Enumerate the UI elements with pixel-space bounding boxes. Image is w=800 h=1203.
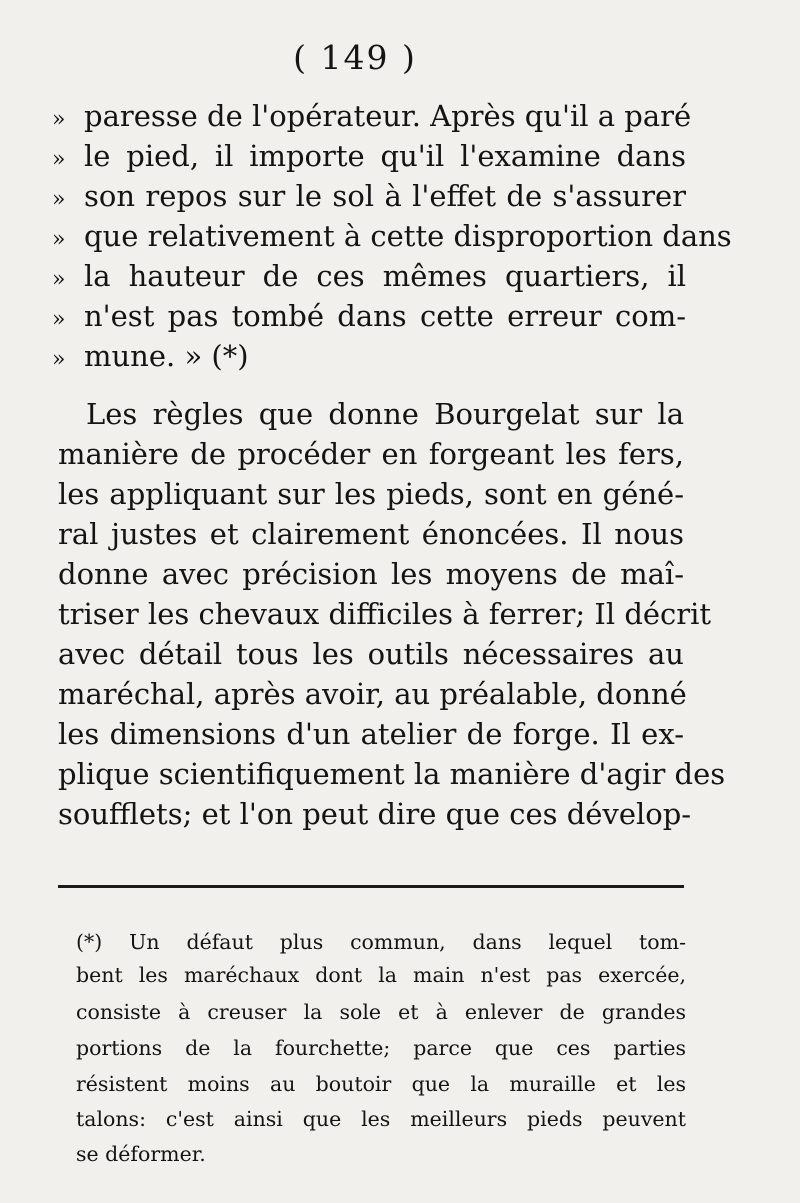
paragraph-line: manière de procéder en forgeant les fers, xyxy=(58,437,684,471)
quote-line-text: la hauteur de ces mêmes quartiers, il xyxy=(84,259,686,293)
footnote-divider xyxy=(58,885,684,888)
paragraph-line: triser les chevaux difficiles à ferrer; Il décrit xyxy=(58,597,712,631)
quote-line-text: le pied, il importe qu'il l'examine dans xyxy=(84,139,686,173)
quote-line xyxy=(52,296,686,340)
quote-line-text: n'est pas tombé dans cette erreur com- xyxy=(84,299,686,333)
quote-mark: » xyxy=(52,307,66,332)
footnote-line: (*) Un défaut plus commun, dans lequel tom- xyxy=(76,930,686,954)
quote-line-text: mune. » (*) xyxy=(84,339,249,373)
quote-mark: » xyxy=(52,187,66,212)
footnote-line: bent les maréchaux dont la main n'est pas exercée, xyxy=(76,963,686,987)
quote-mark: » xyxy=(52,267,66,292)
quote-mark: » xyxy=(52,147,66,172)
footnote-line: se déformer. xyxy=(76,1142,206,1166)
page-number: ( 149 ) xyxy=(293,38,417,77)
quote-mark: » xyxy=(52,347,66,372)
paragraph-line: avec détail tous les outils nécessaires au xyxy=(58,637,684,671)
paragraph-line: ral justes et clairement énoncées. Il nous xyxy=(58,517,684,551)
footnote-line: portions de la fourchette; parce que ces parties xyxy=(76,1036,686,1060)
quote-mark: » xyxy=(52,107,66,132)
quote-mark: » xyxy=(52,227,66,252)
paragraph-line: Les règles que donne Bourgelat sur la xyxy=(86,397,684,431)
quote-line-text: paresse de l'opérateur. Après qu'il a paré xyxy=(84,99,692,133)
quote-line-text: que relativement à cette disproportion dans xyxy=(84,219,732,253)
paragraph-line: les dimensions d'un atelier de forge. Il ex- xyxy=(58,717,684,751)
paragraph-line: plique scientifiquement la manière d'agir des xyxy=(58,757,726,791)
quote-line xyxy=(52,96,692,140)
quote-line xyxy=(52,216,732,260)
footnote-line: talons: c'est ainsi que les meilleurs pieds peuvent xyxy=(76,1107,686,1131)
footnote-line: consiste à creuser la sole et à enlever de grandes xyxy=(76,1000,686,1024)
quote-line-text: son repos sur le sol à l'effet de s'assurer xyxy=(84,179,686,213)
footnote-line: résistent moins au boutoir que la muraille et les xyxy=(76,1072,686,1096)
quote-line xyxy=(52,256,686,300)
paragraph-line: donne avec précision les moyens de maî- xyxy=(58,557,684,591)
quote-line xyxy=(52,176,686,220)
quote-line xyxy=(52,136,686,180)
quote-line xyxy=(52,336,686,380)
paragraph-line: les appliquant sur les pieds, sont en géné- xyxy=(58,477,684,511)
paragraph-line: soufflets; et l'on peut dire que ces dévelop- xyxy=(58,797,692,831)
paragraph-line: maréchal, après avoir, au préalable, donné xyxy=(58,677,687,711)
